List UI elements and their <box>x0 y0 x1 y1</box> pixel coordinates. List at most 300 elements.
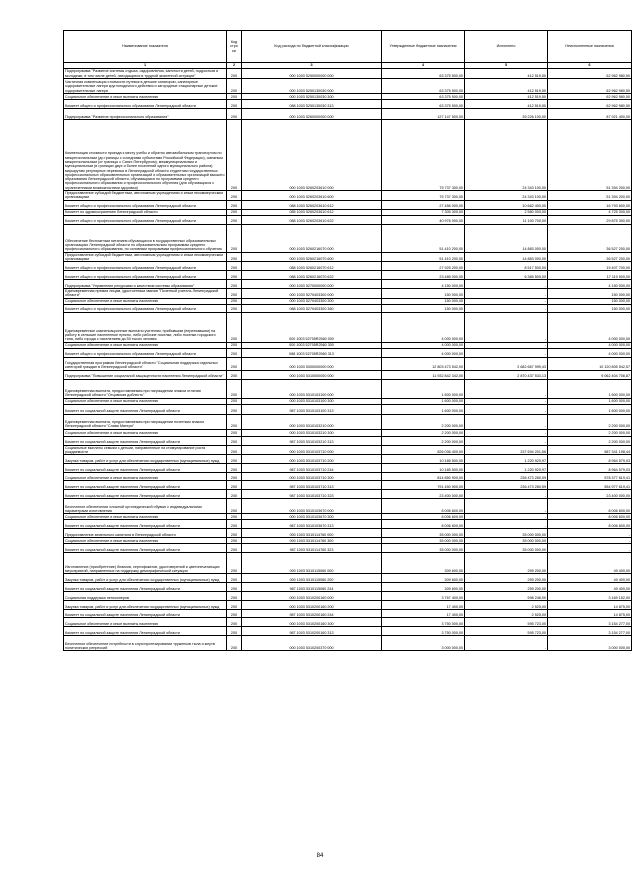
row-executed-amount: 2 525,00 <box>465 601 548 610</box>
row-unexecuted-amount: 9 062 404 708,87 <box>548 370 632 379</box>
row-name: Социальное обеспечение и иные выплаты населению <box>64 618 227 627</box>
row-unexecuted-amount: 587 341 198,44 <box>548 445 632 455</box>
table-row <box>64 499 632 514</box>
row-name: Закупка товаров, работ и услуг для обеспечения государственных (муниципальных) нужд <box>64 574 227 583</box>
budget-execution-table <box>63 30 632 651</box>
row-approved-amount: 3 000 000,00 <box>382 636 465 651</box>
row-line-code: 200 <box>227 262 242 271</box>
row-unexecuted-amount: 23 400 000,00 <box>548 490 632 499</box>
row-unexecuted-amount: 16 793 600,00 <box>548 200 632 209</box>
row-line-code: 200 <box>227 100 242 109</box>
row-classification-code: 000 1003 5310200160 200 <box>242 601 382 610</box>
row-name: Закупка товаров, работ и услуг для обеспечения государственных (муниципальных) нужд <box>64 455 227 464</box>
column-number: 4 <box>382 63 465 69</box>
table-row <box>64 100 632 109</box>
row-name: Комитет общего и профессионального образования Ленинградской области <box>64 348 227 357</box>
row-line-code: 200 <box>227 490 242 499</box>
row-executed-amount: 10 662 400,00 <box>465 200 548 209</box>
column-number: 5 <box>465 63 548 69</box>
row-line-code: 200 <box>227 529 242 538</box>
row-executed-amount: - <box>465 312 548 342</box>
row-unexecuted-amount: 36 527 200,00 <box>548 224 632 252</box>
row-executed-amount: 236 473 280,59 <box>465 481 548 490</box>
row-unexecuted-amount: 4 000 000,00 <box>548 312 632 342</box>
row-approved-amount: 17 400,00 <box>382 610 465 618</box>
row-line-code: 200 <box>227 357 242 370</box>
row-unexecuted-amount: 3 000 000,00 <box>548 636 632 651</box>
row-approved-amount: 150 000,00 <box>382 304 465 312</box>
row-executed-amount: - <box>465 429 548 436</box>
row-executed-amount: 2 525,00 <box>465 610 548 618</box>
row-line-code: 200 <box>227 304 242 312</box>
row-executed-amount: - <box>465 289 548 299</box>
row-executed-amount: - <box>465 490 548 499</box>
row-name: Государственная программа Ленинградской области "Социальная поддержка отдельных категорий граждан в Ленинградской области" <box>64 357 227 370</box>
row-executed-amount: - <box>465 436 548 445</box>
row-approved-amount: 7 305 300,00 <box>382 209 465 215</box>
row-classification-code: 088 1003 5270403300 360 <box>242 304 382 312</box>
table-row <box>64 553 632 574</box>
row-approved-amount: 35 000 000,00 <box>382 538 465 544</box>
row-unexecuted-amount: 150 000,00 <box>548 298 632 304</box>
row-unexecuted-amount: 62 962 980,50 <box>548 100 632 109</box>
table-row <box>64 304 632 312</box>
row-executed-amount: - <box>465 636 548 651</box>
row-unexecuted-amount: 4 000 000,00 <box>548 342 632 348</box>
row-name: Единовременная премия лицам, удостоенным звания "Почетный учитель Ленинградской области" <box>64 289 227 299</box>
table-row <box>64 379 632 398</box>
row-unexecuted-amount: 1 600 000,00 <box>548 398 632 404</box>
row-approved-amount: 3 750 000,00 <box>382 627 465 636</box>
row-executed-amount: 14 883 000,00 <box>465 252 548 262</box>
row-approved-amount: 2 200 000,00 <box>382 436 465 445</box>
row-line-code: 200 <box>227 436 242 445</box>
row-line-code: 200 <box>227 538 242 544</box>
row-name: Подпрограмма "Повышение социальной защищенности населения Ленинградской области" <box>64 370 227 379</box>
row-name: Комитет по социальной защите населения Ленинградской области <box>64 490 227 499</box>
table-row <box>64 289 632 299</box>
row-unexecuted-amount: 3 154 277,00 <box>548 618 632 627</box>
row-line-code: 200 <box>227 592 242 601</box>
row-unexecuted-amount: 3 154 277,00 <box>548 627 632 636</box>
header-name: Наименование показателя <box>64 31 227 63</box>
row-approved-amount: 127 147 500,00 <box>382 109 465 120</box>
row-approved-amount: 75 737 300,00 <box>382 191 465 201</box>
row-executed-amount: 412 519,50 <box>465 100 548 109</box>
table-row <box>64 592 632 601</box>
row-classification-code: 000 1003 5270403300 000 <box>242 289 382 299</box>
row-executed-amount: 412 519,50 <box>465 69 548 79</box>
row-approved-amount: 814 850 900,00 <box>382 473 465 481</box>
table-row <box>64 312 632 342</box>
row-name: Социальные выплаты семьям с детьми, направленные на стимулирование роста рождаемости <box>64 445 227 455</box>
row-name: Подпрограмма "Управление ресурсами и качеством системы образования" <box>64 280 227 289</box>
row-line-code: 200 <box>227 601 242 610</box>
row-classification-code: 000 1003 5250130030 300 <box>242 94 382 100</box>
row-classification-code: 987 1003 5310115060 244 <box>242 583 382 592</box>
row-classification-code: 000 1003 5310200370 000 <box>242 636 382 651</box>
row-executed-amount: 595 723,00 <box>465 627 548 636</box>
row-line-code: 200 <box>227 271 242 280</box>
row-unexecuted-amount: 8 964 579,03 <box>548 455 632 464</box>
row-unexecuted-amount: 8 964 579,03 <box>548 464 632 473</box>
table-row <box>64 627 632 636</box>
row-classification-code: 000 1003 5260203610 600 <box>242 191 382 201</box>
row-approved-amount: 2 200 000,00 <box>382 429 465 436</box>
row-line-code: 200 <box>227 224 242 252</box>
row-classification-code: 000 1003 5310115060 200 <box>242 574 382 583</box>
row-approved-amount: 35 000 000,00 <box>382 544 465 553</box>
table-row <box>64 79 632 94</box>
row-line-code: 200 <box>227 348 242 357</box>
row-unexecuted-amount: 8 006 600,00 <box>548 514 632 520</box>
row-classification-code: 000 1003 5310114760 300 <box>242 538 382 544</box>
row-approved-amount: 4 000 000,00 <box>382 348 465 357</box>
row-classification-code: 987 1003 5310114760 323 <box>242 544 382 553</box>
row-unexecuted-amount: 1 600 000,00 <box>548 404 632 414</box>
row-line-code: 200 <box>227 312 242 342</box>
row-classification-code: 987 1003 5310103670 313 <box>242 520 382 529</box>
row-unexecuted-amount: 4 725 300,00 <box>548 209 632 215</box>
row-name: Социальное обеспечение и иные выплаты населению <box>64 398 227 404</box>
row-line-code: 200 <box>227 200 242 209</box>
row-classification-code: 000 1003 5310103710 200 <box>242 455 382 464</box>
row-name: Единовременная выплата, предоставляемая при награждении знаком отличия Ленинградской области "Отцовская доблесть" <box>64 379 227 398</box>
row-line-code: 200 <box>227 404 242 414</box>
row-name: Социальное обеспечение и иные выплаты населению <box>64 94 227 100</box>
row-classification-code: 000 1003 5310103100 300 <box>242 398 382 404</box>
row-classification-code: 000 1003 5300000000 000 <box>242 357 382 370</box>
row-classification-code: 000 1003 5310103670 000 <box>242 499 382 514</box>
row-approved-amount: 4 000 000,00 <box>382 312 465 342</box>
row-line-code: 200 <box>227 455 242 464</box>
row-executed-amount: 11 100 700,00 <box>465 215 548 224</box>
row-line-code: 200 <box>227 499 242 514</box>
row-line-code: 200 <box>227 280 242 289</box>
table-row <box>64 574 632 583</box>
row-executed-amount: - <box>465 280 548 289</box>
row-unexecuted-amount: 3 169 152,00 <box>548 592 632 601</box>
row-line-code: 200 <box>227 191 242 201</box>
table-row <box>64 636 632 651</box>
row-executed-amount: 259 200,00 <box>465 583 548 592</box>
table-row <box>64 544 632 553</box>
table-row <box>64 200 632 209</box>
row-classification-code: 987 1003 5310103100 313 <box>242 404 382 414</box>
row-unexecuted-amount: 29 875 300,00 <box>548 215 632 224</box>
row-classification-code: 000 1003 5310103100 000 <box>242 379 382 398</box>
row-executed-amount: 412 519,50 <box>465 79 548 94</box>
row-executed-amount: - <box>465 404 548 414</box>
row-executed-amount: - <box>465 514 548 520</box>
row-unexecuted-amount: 49 400,00 <box>548 583 632 592</box>
row-name: Комитет по здравоохранению Ленинградской области <box>64 209 227 215</box>
row-executed-amount: 35 000 000,00 <box>465 544 548 553</box>
row-classification-code: 987 1003 5310103710 244 <box>242 464 382 473</box>
row-approved-amount: 309 600,00 <box>382 574 465 583</box>
row-unexecuted-amount: 4 150 000,00 <box>548 280 632 289</box>
row-classification-code: 000 1003 5270403300 300 <box>242 298 382 304</box>
column-number: 1 <box>64 63 227 69</box>
row-name: Комитет общего и профессионального образования Ленинградской области <box>64 200 227 209</box>
row-approved-amount: 10 185 500,00 <box>382 455 465 464</box>
column-number: 6 <box>548 63 632 69</box>
table-row <box>64 436 632 445</box>
table-row <box>64 445 632 455</box>
row-line-code: 200 <box>227 636 242 651</box>
column-number: 3 <box>242 63 382 69</box>
row-approved-amount: 23 485 000,00 <box>382 271 465 280</box>
row-executed-amount: 14 883 000,00 <box>465 224 548 252</box>
row-unexecuted-amount: 554 977 619,41 <box>548 481 632 490</box>
row-classification-code: 088 1003 52705R2560 313 <box>242 348 382 357</box>
row-name: Социальное обеспечение и иные выплаты населению <box>64 342 227 348</box>
row-executed-amount: 1 220 920,97 <box>465 464 548 473</box>
row-line-code: 200 <box>227 464 242 473</box>
row-approved-amount: 35 000 000,00 <box>382 529 465 538</box>
row-executed-amount: - <box>465 304 548 312</box>
table-row <box>64 473 632 481</box>
row-line-code: 200 <box>227 94 242 100</box>
row-executed-amount: - <box>465 414 548 429</box>
row-line-code: 200 <box>227 544 242 553</box>
row-line-code: 200 <box>227 379 242 398</box>
row-name: Бесплатное обеспечение потребности в слухопротезировании труженков тыла и жертв политических репрессий <box>64 636 227 651</box>
row-approved-amount: 4 150 000,00 <box>382 280 465 289</box>
table-row <box>64 481 632 490</box>
row-name: Комитет по социальной защите населения Ленинградской области <box>64 464 227 473</box>
row-classification-code: 000 1003 52705R2560 000 <box>242 312 382 342</box>
row-classification-code: 000 1003 5260216070 000 <box>242 224 382 252</box>
row-name: Комитет по социальной защите населения Ленинградской области <box>64 583 227 592</box>
row-unexecuted-amount: 14 875,00 <box>548 601 632 610</box>
row-executed-amount: 6 365 500,00 <box>465 271 548 280</box>
row-executed-amount: 2 580 000,00 <box>465 209 548 215</box>
row-approved-amount: 11 932 842 342,00 <box>382 370 465 379</box>
row-executed-amount: - <box>465 342 548 348</box>
row-approved-amount: 27 925 200,00 <box>382 262 465 271</box>
row-name: Комитет по социальной защите населения Ленинградской области <box>64 627 227 636</box>
table-row <box>64 280 632 289</box>
row-name: Подпрограмма "Развитие профессионального образования" <box>64 109 227 120</box>
row-classification-code: 987 1003 5310200160 244 <box>242 610 382 618</box>
row-approved-amount: 150 000,00 <box>382 289 465 299</box>
row-classification-code: 987 1003 5310103710 313 <box>242 481 382 490</box>
row-classification-code: 085 1003 5260203610 612 <box>242 209 382 215</box>
row-line-code: 200 <box>227 610 242 618</box>
table-row <box>64 618 632 627</box>
row-line-code: 200 <box>227 298 242 304</box>
row-classification-code: 000 1003 5310114760 000 <box>242 529 382 538</box>
row-line-code: 200 <box>227 553 242 574</box>
row-classification-code: 987 1003 5310103710 323 <box>242 490 382 499</box>
header-executed: Исполнено <box>465 31 548 63</box>
row-executed-amount: 259 200,00 <box>465 574 548 583</box>
row-name: Подпрограмма "Развитие системы отдыха, оздоровления, занятости детей, подростков и молодежи, в том числе детей, находящихся в трудной жизненной ситуации" <box>64 69 227 79</box>
row-classification-code: 000 1003 5310103710 300 <box>242 473 382 481</box>
row-line-code: 200 <box>227 342 242 348</box>
table-row <box>64 583 632 592</box>
row-line-code: 200 <box>227 520 242 529</box>
table-row <box>64 348 632 357</box>
row-unexecuted-amount: 51 394 200,00 <box>548 191 632 201</box>
table-row <box>64 69 632 79</box>
row-name: Закупка товаров, работ и услуг для обеспечения государственных (муниципальных) нужд <box>64 601 227 610</box>
row-line-code: 200 <box>227 514 242 520</box>
row-name: Комитет по социальной защите населения Ленинградской области <box>64 610 227 618</box>
row-name: Комитет общего и профессионального образования Ленинградской области <box>64 304 227 312</box>
row-approved-amount: 1 600 000,00 <box>382 398 465 404</box>
header-approved: Утвержденные бюджетные назначения <box>382 31 465 63</box>
row-name: Предоставление субсидий бюджетным, автономным учреждениям и иным некоммерческим организациям <box>64 191 227 201</box>
row-name: Комитет по социальной защите населения Ленинградской области <box>64 404 227 414</box>
row-line-code: 200 <box>227 215 242 224</box>
row-executed-amount: - <box>465 398 548 404</box>
row-executed-amount: 598 248,00 <box>465 592 548 601</box>
row-executed-amount: 8 517 500,00 <box>465 262 548 271</box>
row-approved-amount: 2 200 000,00 <box>382 414 465 429</box>
row-unexecuted-amount: 2 200 000,00 <box>548 429 632 436</box>
row-executed-amount: 2 870 437 533,13 <box>465 370 548 379</box>
row-name: Комитет по социальной защите населения Ленинградской области <box>64 544 227 553</box>
row-approved-amount: 1 600 000,00 <box>382 379 465 398</box>
table-row <box>64 464 632 473</box>
table-row <box>64 455 632 464</box>
table-row <box>64 601 632 610</box>
row-unexecuted-amount: 62 962 980,50 <box>548 79 632 94</box>
row-unexecuted-amount: 150 000,00 <box>548 304 632 312</box>
table-row <box>64 109 632 120</box>
row-classification-code: 000 1003 5310103670 300 <box>242 514 382 520</box>
row-line-code: 200 <box>227 79 242 94</box>
row-approved-amount: 8 006 600,00 <box>382 520 465 529</box>
row-approved-amount: 309 600,00 <box>382 553 465 574</box>
row-name: Бесплатное обеспечение сложной ортопедической обувью с индивидуальными параметрами изготовления <box>64 499 227 514</box>
row-line-code: 200 <box>227 209 242 215</box>
row-unexecuted-amount: 51 394 200,00 <box>548 120 632 191</box>
row-line-code: 200 <box>227 109 242 120</box>
row-approved-amount: 1 600 000,00 <box>382 404 465 414</box>
row-executed-amount: 237 694 201,56 <box>465 445 548 455</box>
row-name: Комитет по социальной защите населения Ленинградской области <box>64 520 227 529</box>
row-classification-code: 088 1003 5250130030 313 <box>242 100 382 109</box>
row-approved-amount: 3 750 000,00 <box>382 618 465 627</box>
row-classification-code: 987 1003 5310103210 313 <box>242 436 382 445</box>
table-row <box>64 520 632 529</box>
row-unexecuted-amount: 87 921 400,00 <box>548 109 632 120</box>
row-approved-amount: 51 410 200,00 <box>382 252 465 262</box>
row-name: Компенсация стоимости проезда к месту учебы и обратно автомобильным транспортом по межрегиональным (до границы с соседними субъектами Российской Федерации), смежным межрегиональным (от границы с Санкт-Петербургом), межмуниципальным и муниципальным (в границах двух и более поселений одного муниципального района) маршрутам регулярных перевозок в Ленинградской области студентам государственных профессиональных образовательных организаций и образовательных организаций высшего образования Ленинградской области, обучающимся по программам среднего профессионального образования и профессионального обучения (для обучающихся с ограниченными возможностями здоровья) <box>64 120 227 191</box>
table-row <box>64 224 632 252</box>
table-row <box>64 262 632 271</box>
row-classification-code: 000 1003 5310103710 000 <box>242 445 382 455</box>
row-classification-code: 000 1003 5250130030 000 <box>242 79 382 94</box>
row-approved-amount: 51 410 200,00 <box>382 224 465 252</box>
row-classification-code: 000 1003 5260216070 600 <box>242 252 382 262</box>
row-unexecuted-amount: - <box>548 544 632 553</box>
row-executed-amount: 259 200,00 <box>465 553 548 574</box>
row-line-code: 200 <box>227 445 242 455</box>
table-row <box>64 191 632 201</box>
row-unexecuted-amount: 19 407 700,00 <box>548 262 632 271</box>
row-name: Комитет по социальной защите населения Ленинградской области <box>64 436 227 445</box>
row-executed-amount: - <box>465 298 548 304</box>
page-number: 84 <box>316 853 324 859</box>
row-approved-amount: 309 600,00 <box>382 583 465 592</box>
row-classification-code: 000 1003 5260000000 000 <box>242 109 382 120</box>
row-unexecuted-amount: 150 000,00 <box>548 289 632 299</box>
row-executed-amount: - <box>465 348 548 357</box>
row-unexecuted-amount: 49 400,00 <box>548 553 632 574</box>
row-name: Комитет общего и профессионального образования Ленинградской области <box>64 215 227 224</box>
row-classification-code: 000 1003 5260203610 000 <box>242 120 382 191</box>
row-approved-amount: 75 737 300,00 <box>382 120 465 191</box>
row-name: Частичная компенсация стоимости путевок в детские санатории, санаторные оздоровительные лагеря круглогодичного действия и загородные стационарные детские оздоровительные лагеря <box>64 79 227 94</box>
row-executed-amount: - <box>465 499 548 514</box>
row-line-code: 200 <box>227 583 242 592</box>
row-unexecuted-amount: 2 200 000,00 <box>548 414 632 429</box>
row-name: Социальное обеспечение и иные выплаты населению <box>64 514 227 520</box>
row-unexecuted-amount: 4 000 000,00 <box>548 348 632 357</box>
row-unexecuted-amount: - <box>548 529 632 538</box>
row-approved-amount: 8 006 600,00 <box>382 514 465 520</box>
row-unexecuted-amount: 62 962 980,50 <box>548 94 632 100</box>
row-approved-amount: 826 036 400,00 <box>382 445 465 455</box>
row-line-code: 200 <box>227 252 242 262</box>
header-line-code: Код стро ки <box>227 31 242 63</box>
row-executed-amount: 24 343 100,00 <box>465 191 548 201</box>
row-approved-amount: 12 803 473 542,00 <box>382 357 465 370</box>
row-classification-code: 088 1003 5260216070 612 <box>242 262 382 271</box>
table-row <box>64 271 632 280</box>
row-name: Единовременная выплата, предоставляемая при награждении почетным знаком Ленинградской области "Слава Матери" <box>64 414 227 429</box>
table-row <box>64 370 632 379</box>
row-approved-amount: 63 375 500,00 <box>382 69 465 79</box>
column-number: 2 <box>227 63 242 69</box>
row-executed-amount: 1 220 920,97 <box>465 455 548 464</box>
row-executed-amount: 24 343 100,00 <box>465 120 548 191</box>
row-line-code: 200 <box>227 473 242 481</box>
row-executed-amount: 595 723,00 <box>465 618 548 627</box>
row-approved-amount: 3 767 400,00 <box>382 592 465 601</box>
row-classification-code: 000 1003 5250000000 000 <box>242 69 382 79</box>
row-line-code: 200 <box>227 120 242 191</box>
row-name: Обеспечение бесплатным питанием обучающихся в государственных образовательных организациях Ленинградской области по образовательным программам среднего профессионального образования, по основным программам профессионального обучения <box>64 224 227 252</box>
table-row <box>64 252 632 262</box>
row-name: Социальное обеспечение и иные выплаты населению <box>64 473 227 481</box>
row-executed-amount: 236 473 280,59 <box>465 473 548 481</box>
row-unexecuted-amount: 17 119 500,00 <box>548 271 632 280</box>
table-row <box>64 490 632 499</box>
header-classification-code: Код расхода по бюджетной классификации <box>242 31 382 63</box>
row-line-code: 200 <box>227 370 242 379</box>
row-classification-code: 000 1003 5270000000 000 <box>242 280 382 289</box>
row-approved-amount: 27 456 000,00 <box>382 200 465 209</box>
table-row <box>64 215 632 224</box>
row-approved-amount: 63 375 500,00 <box>382 94 465 100</box>
row-line-code: 200 <box>227 627 242 636</box>
row-unexecuted-amount: 49 400,00 <box>548 574 632 583</box>
table-row <box>64 610 632 618</box>
row-executed-amount: 35 000 000,00 <box>465 529 548 538</box>
row-unexecuted-amount: 8 006 600,00 <box>548 499 632 514</box>
row-line-code: 200 <box>227 69 242 79</box>
row-unexecuted-amount: 62 962 980,50 <box>548 69 632 79</box>
row-executed-amount: 35 000 000,00 <box>465 538 548 544</box>
table-row <box>64 414 632 429</box>
row-approved-amount: 40 976 000,00 <box>382 215 465 224</box>
row-executed-amount: 412 519,50 <box>465 94 548 100</box>
